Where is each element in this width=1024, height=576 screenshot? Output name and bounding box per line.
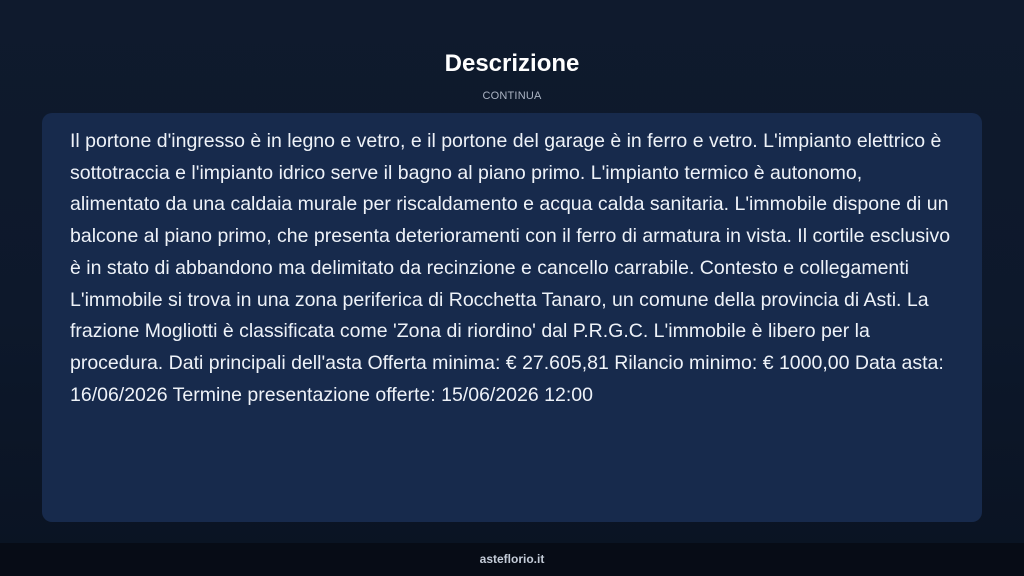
description-card bbox=[42, 113, 982, 522]
footer-bar bbox=[0, 543, 1024, 576]
continued-label: CONTINUA bbox=[482, 90, 542, 102]
page-title: Descrizione bbox=[444, 50, 580, 77]
footer-site-name: asteflorio.it bbox=[479, 552, 545, 566]
description-text: Il portone d'ingresso è in legno e vetro, e il portone del garage è in ferro e vetro. L'impianto elettrico è sottotraccia e l'impianto idrico serve il bagno al piano primo. L'impianto termico è autonomo, alimentato da una caldaia murale per riscaldamento e acqua calda sanitaria. L'immobile dispone di un balcone al piano primo, che presenta deterioramenti con il ferro di armatura in vista. Il cortile esclusivo è in stato di abbandono ma delimitato da recinzione e cancello carrabile. Contesto e collegamenti L'immobile si trova in una zona periferica di Rocchetta Tanaro, un comune della provincia di Asti. La frazione Mogliotti è classificata come 'Zona di riordino' dal P.R.G.C. L'immobile è libero per la procedura. Dati principali dell'asta Offerta minima: € 27.605,81 Rilancio minimo: € 1000,00 Data asta: 16/06/2026 Termine presentazione offerte: 15/06/2026 12:00 bbox=[70, 130, 951, 406]
